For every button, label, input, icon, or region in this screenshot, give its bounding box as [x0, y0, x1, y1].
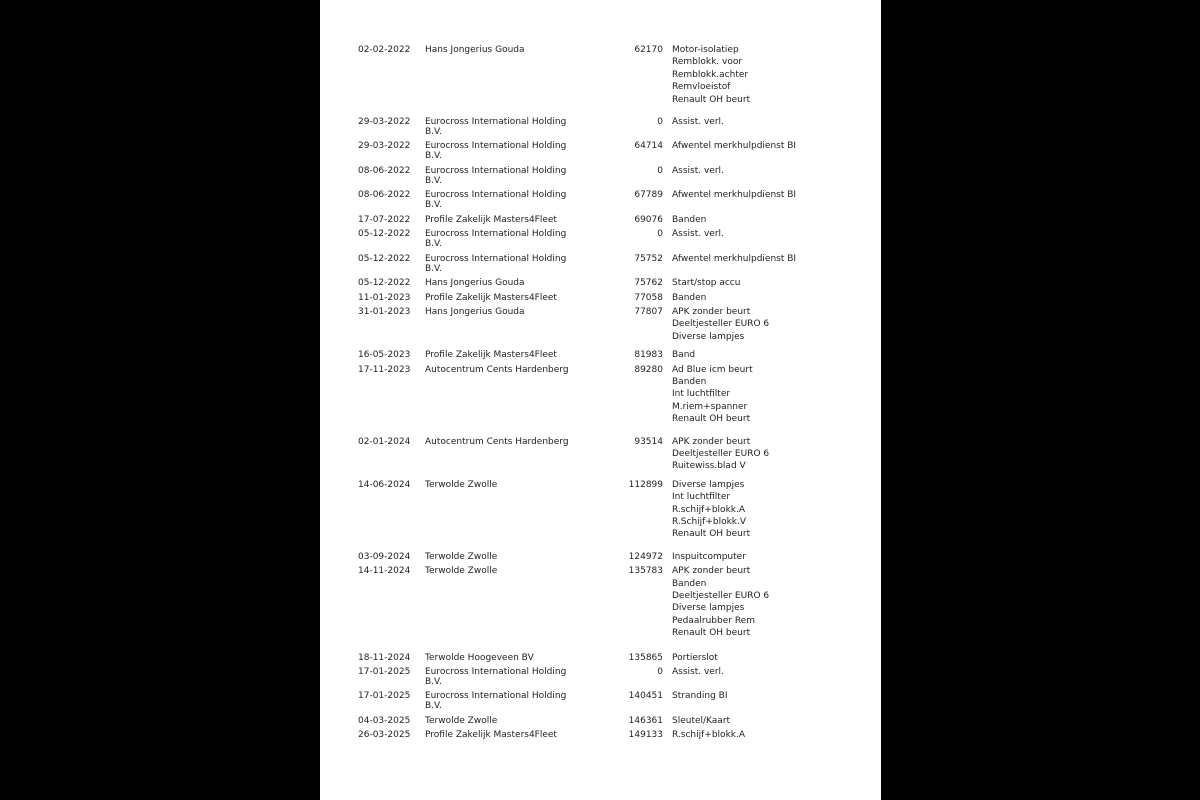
- work-cell: [672, 716, 872, 728]
- garage-cell: Terwolde Zwolle: [425, 551, 498, 562]
- garage-cell: Autocentrum Cents Hardenberg: [425, 364, 569, 375]
- work-item: Afwentel merkhulpdienst BI: [672, 141, 797, 152]
- mileage-cell: 149133: [628, 730, 663, 741]
- work-cell: [672, 166, 872, 178]
- work-item: Stranding BI: [672, 691, 728, 702]
- table-row: [320, 480, 881, 552]
- work-item: Banden: [672, 376, 707, 387]
- date-cell: 05-12-2022: [358, 278, 411, 289]
- work-cell: [672, 350, 872, 362]
- date-cell: 17-01-2025: [358, 691, 411, 702]
- work-item: APK zonder beurt: [672, 566, 751, 577]
- work-item: Pedaalrubber Rem: [672, 615, 755, 626]
- work-item: Inspuitcomputer: [672, 551, 746, 562]
- service-history-table: [320, 45, 881, 745]
- garage-cell: Profile Zakelijk Masters4Fleet: [425, 292, 557, 303]
- work-item: Diverse lampjes: [672, 331, 745, 342]
- work-cell: [672, 566, 872, 640]
- work-item: R.schijf+blokk.A: [672, 504, 746, 515]
- mileage-cell: 0: [657, 229, 663, 240]
- garage-cell: Profile Zakelijk Masters4Fleet: [425, 730, 557, 741]
- work-item: Deeltjesteller EURO 6: [672, 590, 770, 601]
- garage-cell: Eurocross International Holding B.V.: [425, 165, 567, 186]
- mileage-cell: 81983: [634, 350, 663, 361]
- work-item: Renault OH beurt: [672, 529, 751, 540]
- garage-cell: Hans Jongerius Gouda: [425, 45, 525, 55]
- table-row: [320, 229, 881, 253]
- mileage-cell: 77807: [634, 306, 663, 317]
- work-item: Banden: [672, 578, 707, 589]
- date-cell: 14-11-2024: [358, 566, 411, 577]
- work-cell: [672, 278, 872, 290]
- work-cell: [672, 229, 872, 241]
- date-cell: 14-06-2024: [358, 479, 411, 490]
- work-cell: [672, 691, 872, 703]
- date-cell: 31-01-2023: [358, 306, 411, 317]
- date-cell: 17-11-2023: [358, 364, 411, 375]
- table-row: [320, 691, 881, 715]
- work-cell: [672, 730, 872, 742]
- table-row: [320, 365, 881, 437]
- table-row: [320, 117, 881, 141]
- work-item: Assist. verl.: [672, 666, 724, 677]
- date-cell: 08-06-2022: [358, 165, 411, 176]
- date-cell: 26-03-2025: [358, 730, 411, 741]
- date-cell: 16-05-2023: [358, 350, 411, 361]
- date-cell: 02-02-2022: [358, 45, 411, 55]
- mileage-cell: 0: [657, 117, 663, 127]
- mileage-cell: 64714: [634, 141, 663, 152]
- work-cell: [672, 667, 872, 679]
- mileage-cell: 89280: [634, 364, 663, 375]
- table-row: [320, 141, 881, 165]
- work-item: Renault OH beurt: [672, 628, 751, 639]
- mileage-cell: 75752: [634, 253, 663, 264]
- work-cell: [672, 190, 872, 202]
- work-cell: [672, 552, 872, 564]
- work-cell: [672, 215, 872, 227]
- garage-cell: Terwolde Zwolle: [425, 566, 498, 577]
- work-cell: [672, 653, 872, 665]
- mileage-cell: 69076: [634, 214, 663, 225]
- work-item: APK zonder beurt: [672, 306, 751, 317]
- work-item: APK zonder beurt: [672, 436, 751, 447]
- work-item: Int luchtfilter: [672, 389, 731, 400]
- table-row: [320, 307, 881, 350]
- work-item: Deeltjesteller EURO 6: [672, 319, 770, 330]
- work-item: Afwentel merkhulpdienst BI: [672, 253, 797, 264]
- work-item: Afwentel merkhulpdienst BI: [672, 190, 797, 201]
- work-item: Band: [672, 350, 696, 361]
- date-cell: 17-07-2022: [358, 214, 411, 225]
- work-item: R.Schijf+blokk.V: [672, 516, 747, 527]
- work-cell: [672, 437, 872, 474]
- work-item: Renault OH beurt: [672, 414, 751, 425]
- work-cell: [672, 117, 872, 129]
- mileage-cell: 135783: [628, 566, 663, 577]
- work-item: Renault OH beurt: [672, 94, 751, 105]
- work-item: R.schijf+blokk.A: [672, 730, 746, 741]
- table-row: [320, 254, 881, 278]
- work-item: Banden: [672, 292, 707, 303]
- date-cell: 08-06-2022: [358, 190, 411, 201]
- mileage-cell: 93514: [634, 436, 663, 447]
- garage-cell: Profile Zakelijk Masters4Fleet: [425, 350, 557, 361]
- garage-cell: Terwolde Hoogeveen BV: [425, 652, 534, 663]
- date-cell: 18-11-2024: [358, 652, 411, 663]
- date-cell: 05-12-2022: [358, 253, 411, 264]
- mileage-cell: 67789: [634, 190, 663, 201]
- work-cell: [672, 45, 872, 107]
- date-cell: 17-01-2025: [358, 666, 411, 677]
- date-cell: 02-01-2024: [358, 436, 411, 447]
- date-cell: 05-12-2022: [358, 229, 411, 240]
- garage-cell: Eurocross International Holding B.V.: [425, 141, 567, 162]
- mileage-cell: 124972: [628, 551, 663, 562]
- work-item: Assist. verl.: [672, 165, 724, 176]
- work-item: Portierslot: [672, 652, 718, 663]
- mileage-cell: 62170: [634, 45, 663, 55]
- work-item: Assist. verl.: [672, 229, 724, 240]
- work-item: Sleutel/Kaart: [672, 715, 731, 726]
- garage-cell: Eurocross International Holding B.V.: [425, 253, 567, 274]
- work-cell: [672, 365, 872, 427]
- mileage-cell: 140451: [628, 691, 663, 702]
- garage-cell: Hans Jongerius Gouda: [425, 306, 525, 317]
- mileage-cell: 0: [657, 165, 663, 176]
- work-item: Assist. verl.: [672, 117, 724, 127]
- work-item: Int luchtfilter: [672, 492, 731, 503]
- work-item: Banden: [672, 214, 707, 225]
- work-item: Diverse lampjes: [672, 479, 745, 490]
- garage-cell: Terwolde Zwolle: [425, 479, 498, 490]
- table-row: [320, 190, 881, 214]
- table-row: [320, 166, 881, 190]
- garage-cell: Profile Zakelijk Masters4Fleet: [425, 214, 557, 225]
- work-cell: [672, 307, 872, 344]
- mileage-cell: 0: [657, 666, 663, 677]
- work-cell: [672, 480, 872, 542]
- mileage-cell: 112899: [628, 479, 663, 490]
- date-cell: 11-01-2023: [358, 292, 411, 303]
- document-page: [320, 0, 881, 800]
- mileage-cell: 75762: [634, 278, 663, 289]
- work-item: Ruitewiss.blad V: [672, 461, 746, 472]
- date-cell: 29-03-2022: [358, 141, 411, 152]
- mileage-cell: 135865: [628, 652, 663, 663]
- work-item: Motor-isolatiep: [672, 45, 739, 55]
- garage-cell: Eurocross International Holding B.V.: [425, 190, 567, 211]
- garage-cell: Terwolde Zwolle: [425, 715, 498, 726]
- garage-cell: Autocentrum Cents Hardenberg: [425, 436, 569, 447]
- work-item: Remblokk.achter: [672, 69, 749, 80]
- date-cell: 04-03-2025: [358, 715, 411, 726]
- work-item: Deeltjesteller EURO 6: [672, 448, 770, 459]
- table-row: [320, 45, 881, 117]
- date-cell: 29-03-2022: [358, 117, 411, 127]
- table-row: [320, 566, 881, 652]
- work-item: Remblokk. voor: [672, 57, 743, 68]
- work-item: Diverse lampjes: [672, 603, 745, 614]
- work-item: M.riem+spanner: [672, 401, 748, 412]
- table-row: [320, 730, 881, 744]
- garage-cell: Hans Jongerius Gouda: [425, 278, 525, 289]
- garage-cell: Eurocross International Holding B.V.: [425, 666, 567, 687]
- work-item: Start/stop accu: [672, 278, 741, 289]
- work-cell: [672, 293, 872, 305]
- garage-cell: Eurocross International Holding B.V.: [425, 229, 567, 250]
- garage-cell: Eurocross International Holding B.V.: [425, 117, 567, 137]
- table-row: [320, 667, 881, 691]
- garage-cell: Eurocross International Holding B.V.: [425, 691, 567, 712]
- date-cell: 03-09-2024: [358, 551, 411, 562]
- work-item: Ad Blue icm beurt: [672, 364, 753, 375]
- mileage-cell: 146361: [628, 715, 663, 726]
- work-cell: [672, 141, 872, 153]
- table-row: [320, 437, 881, 480]
- mileage-cell: 77058: [634, 292, 663, 303]
- work-item: Remvloeistof: [672, 82, 731, 93]
- work-cell: [672, 254, 872, 266]
